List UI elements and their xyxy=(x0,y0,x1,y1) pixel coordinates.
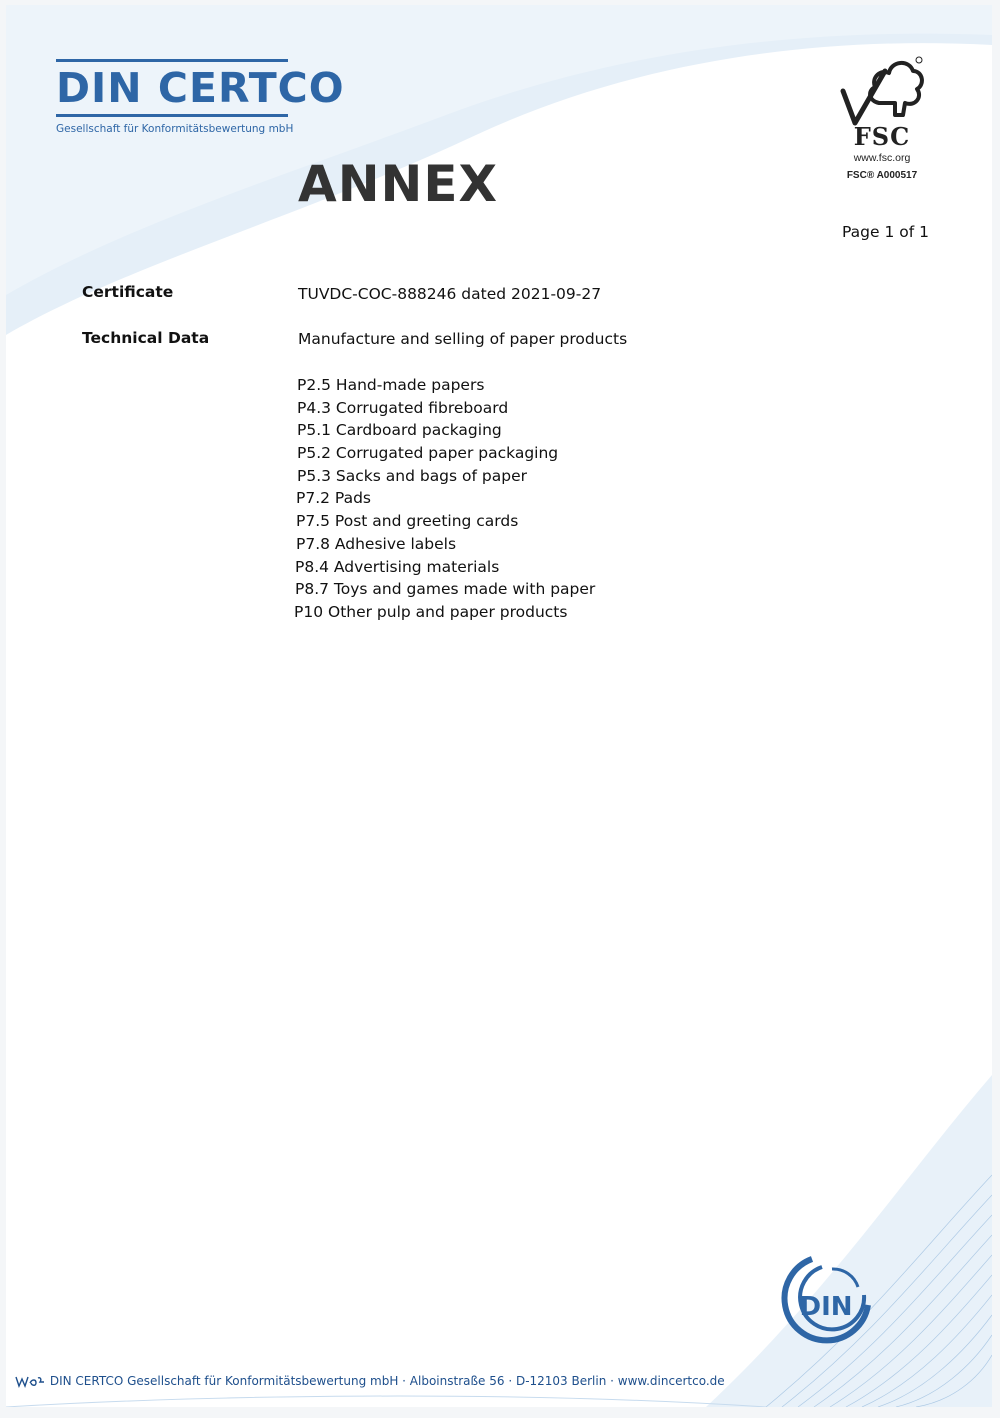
din-logo-text: DIN xyxy=(799,1292,853,1322)
list-item: P5.1 Cardboard packaging xyxy=(297,421,502,440)
page-title: ANNEX xyxy=(298,155,499,213)
list-item: P10 Other pulp and paper products xyxy=(294,602,568,621)
certificate-annex-page xyxy=(6,5,992,1407)
fsc-license-code: FSC® A000517 xyxy=(846,170,918,181)
list-item: P8.4 Advertising materials xyxy=(295,557,500,576)
list-item: P7.8 Adhesive labels xyxy=(296,534,457,553)
background-wave-decoration xyxy=(6,5,992,1407)
list-item: P5.2 Corrugated paper packaging xyxy=(297,444,559,463)
technical-data-value: Manufacture and selling of paper products xyxy=(298,330,628,348)
list-item: P7.5 Post and greeting cards xyxy=(296,512,519,531)
page-indicator: Page 1 of 1 xyxy=(842,223,929,241)
list-item: P4.3 Corrugated fibreboard xyxy=(297,398,509,417)
footer-address: DIN CERTCO Gesellschaft für Konformitätsbewertung mbH · Alboinstraße 56 · D-12103 Berlin · www.dincertco.de xyxy=(49,1374,725,1388)
product-list xyxy=(296,374,595,624)
technical-data-label: Technical Data xyxy=(82,329,210,347)
handwritten-initials xyxy=(14,1373,46,1389)
din-certco-brand xyxy=(56,59,345,135)
list-item: P2.5 Hand-made papers xyxy=(297,376,485,394)
din-logo xyxy=(774,1247,880,1349)
list-item: P8.7 Toys and games made with paper xyxy=(295,580,596,599)
certificate-label: Certificate xyxy=(82,283,174,301)
certificate-value: TUVDC-COC-888246 dated 2021-09-27 xyxy=(298,285,602,303)
brand-name: DIN CERTCO xyxy=(56,59,288,117)
fsc-url: www.fsc.org xyxy=(853,152,911,164)
page-footer xyxy=(14,1373,725,1389)
list-item: P5.3 Sacks and bags of paper xyxy=(297,466,527,485)
list-item: P7.2 Pads xyxy=(296,489,371,508)
fsc-logo-block xyxy=(832,53,932,181)
fsc-checkmark-tree-icon xyxy=(839,53,925,129)
brand-subtitle: Gesellschaft für Konformitätsbewertung mbH xyxy=(56,123,294,135)
fsc-wordmark: FSC xyxy=(853,122,911,151)
